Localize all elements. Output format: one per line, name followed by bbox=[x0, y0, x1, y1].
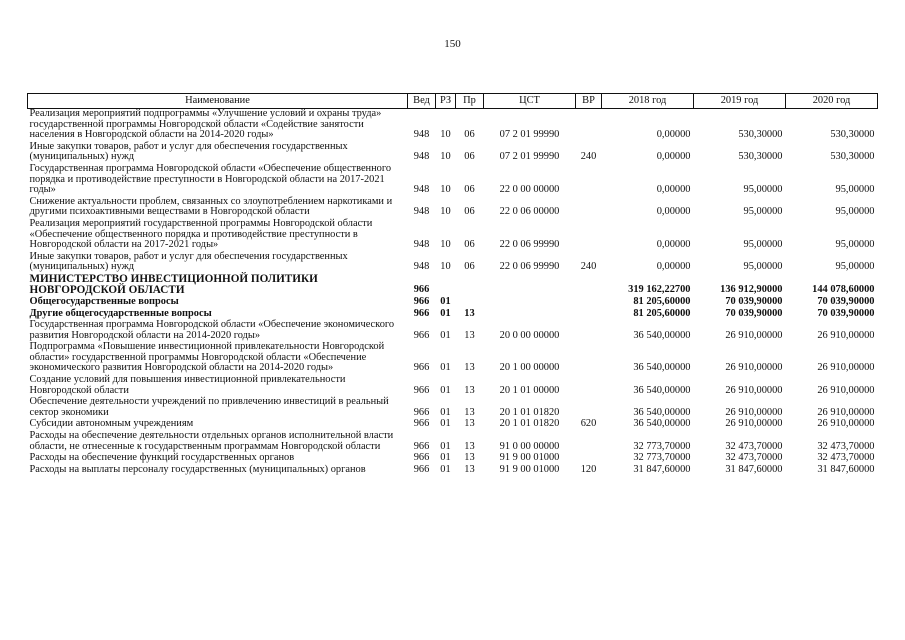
table-row bbox=[28, 219, 878, 252]
row-ved: 948 bbox=[413, 239, 430, 251]
row-cst: 22 0 00 00000 bbox=[499, 184, 560, 196]
row-ved: 948 bbox=[413, 151, 430, 163]
row-ved: 948 bbox=[413, 129, 430, 141]
row-vr: 620 bbox=[580, 418, 597, 430]
row-vr bbox=[576, 274, 602, 297]
row-vr bbox=[576, 431, 602, 453]
row-name: Снижение актуальности проблем, связанных со злоупотреблением наркотиками и другими психоактивными веществами в Новгородской области bbox=[29, 195, 393, 218]
row-cst: 22 0 06 00000 bbox=[499, 206, 560, 218]
row-pr: 13 bbox=[464, 463, 475, 475]
row-name: Расходы на выплаты персоналу государственных (муниципальных) органов bbox=[29, 463, 366, 475]
table-row bbox=[28, 109, 878, 142]
table-row bbox=[28, 465, 878, 477]
row-2019: 26 910,00000 bbox=[725, 329, 783, 341]
row-cst: 91 0 00 00000 bbox=[499, 440, 560, 452]
row-2018: 36 540,00000 bbox=[633, 418, 691, 430]
row-2019: 26 910,00000 bbox=[725, 362, 783, 374]
row-2020: 26 910,00000 bbox=[817, 418, 875, 430]
row-2020: 95,00000 bbox=[835, 184, 875, 196]
row-cst: 20 0 00 00000 bbox=[499, 329, 560, 341]
row-name: Государственная программа Новгородской области «Обеспечение общественного порядка и противодействие преступности в Новгородской области на 2017-2021 годы» bbox=[29, 162, 392, 196]
row-rz: 01 bbox=[440, 463, 451, 475]
row-cst: 20 1 01 01820 bbox=[499, 406, 560, 418]
row-rz: 01 bbox=[440, 362, 451, 374]
row-pr: 06 bbox=[464, 206, 475, 218]
row-cst: 07 2 01 99990 bbox=[499, 151, 560, 163]
row-pr bbox=[456, 297, 484, 309]
row-2019: 70 039,90000 bbox=[725, 307, 783, 319]
header-pr: Пр bbox=[456, 94, 484, 109]
row-2019: 32 473,70000 bbox=[725, 440, 783, 452]
row-2019: 26 910,00000 bbox=[725, 384, 783, 396]
header-2020: 2020 год bbox=[786, 94, 878, 109]
row-2018: 81 205,60000 bbox=[633, 295, 691, 307]
row-ved: 948 bbox=[413, 184, 430, 196]
table-row bbox=[28, 320, 878, 342]
row-rz: 01 bbox=[440, 440, 451, 452]
row-cst bbox=[484, 274, 576, 297]
row-vr bbox=[576, 164, 602, 197]
table-row bbox=[28, 164, 878, 197]
row-2018: 31 847,60000 bbox=[633, 463, 691, 475]
row-name: Реализация мероприятий подпрограммы «Улучшение условий и охраны труда» государственной программы Новгородской области «Содействие занятости населения в Новгородской области на 2014-2020 годы» bbox=[29, 108, 382, 141]
row-name: Расходы на обеспечение деятельности отдельных органов исполнительной власти области, не отнесенные к государственным программам Новгородской области bbox=[29, 430, 394, 452]
row-cst: 91 9 00 01000 bbox=[499, 463, 560, 475]
row-pr: 06 bbox=[464, 261, 475, 273]
row-cst bbox=[484, 297, 576, 309]
header-name: Наименование bbox=[28, 94, 408, 109]
row-2019: 26 910,00000 bbox=[725, 418, 783, 430]
row-name: Иные закупки товаров, работ и услуг для обеспечения государственных (муниципальных) нужд bbox=[29, 140, 348, 163]
row-ved: 948 bbox=[413, 206, 430, 218]
row-2020: 31 847,60000 bbox=[817, 463, 875, 475]
row-ved: 966 bbox=[413, 284, 430, 296]
row-vr bbox=[576, 219, 602, 252]
row-2018: 36 540,00000 bbox=[633, 329, 691, 341]
row-2020: 70 039,90000 bbox=[817, 295, 875, 307]
row-cst: 20 1 01 01820 bbox=[499, 418, 560, 430]
row-cst: 22 0 06 99990 bbox=[499, 261, 560, 273]
page-number: 150 bbox=[444, 38, 461, 50]
budget-table bbox=[27, 93, 878, 476]
row-name: Другие общегосударственные вопросы bbox=[29, 307, 212, 319]
row-2018: 0,00000 bbox=[656, 184, 691, 196]
row-rz: 01 bbox=[440, 329, 451, 341]
table-row bbox=[28, 342, 878, 375]
row-pr bbox=[456, 274, 484, 297]
row-2019: 95,00000 bbox=[743, 206, 783, 218]
row-pr: 13 bbox=[464, 307, 475, 319]
row-vr: 240 bbox=[580, 261, 597, 273]
row-2019: 530,30000 bbox=[738, 151, 783, 163]
row-vr bbox=[576, 397, 602, 419]
row-rz: 01 bbox=[440, 295, 451, 307]
row-2018: 32 773,70000 bbox=[633, 452, 691, 464]
row-name: Обеспечение деятельности учреждений по привлечению инвестиций в реальный сектор экономики bbox=[29, 396, 389, 418]
row-vr bbox=[576, 375, 602, 397]
row-name: Подпрограмма «Повышение инвестиционной привлекательности Новгородской области» государственной программы Новгородской области «Обеспечение экономического развития Новгородской области на 2014-2020 годы» bbox=[29, 341, 385, 374]
row-rz: 01 bbox=[440, 452, 451, 464]
row-2019: 26 910,00000 bbox=[725, 406, 783, 418]
row-ved: 966 bbox=[413, 307, 430, 319]
table-row bbox=[28, 431, 878, 453]
table-row bbox=[28, 142, 878, 164]
row-name: Субсидии автономным учреждениям bbox=[29, 418, 194, 430]
row-2020: 530,30000 bbox=[830, 151, 875, 163]
row-2020: 95,00000 bbox=[835, 261, 875, 273]
row-rz: 01 bbox=[440, 307, 451, 319]
row-2018: 81 205,60000 bbox=[633, 307, 691, 319]
row-pr: 13 bbox=[464, 440, 475, 452]
row-vr bbox=[576, 320, 602, 342]
row-pr: 13 bbox=[464, 329, 475, 341]
row-pr: 06 bbox=[464, 129, 475, 141]
row-2019: 32 473,70000 bbox=[725, 452, 783, 464]
row-rz bbox=[436, 274, 456, 297]
header-2018: 2018 год bbox=[602, 94, 694, 109]
row-2018: 36 540,00000 bbox=[633, 362, 691, 374]
row-2020: 70 039,90000 bbox=[817, 307, 875, 319]
row-rz: 10 bbox=[440, 239, 451, 251]
row-rz: 10 bbox=[440, 151, 451, 163]
row-2018: 36 540,00000 bbox=[633, 384, 691, 396]
table-row bbox=[28, 375, 878, 397]
header-cst: ЦСТ bbox=[484, 94, 576, 109]
row-cst: 22 0 06 99990 bbox=[499, 239, 560, 251]
row-2020: 530,30000 bbox=[830, 129, 875, 141]
row-rz: 10 bbox=[440, 206, 451, 218]
row-cst: 91 9 00 01000 bbox=[499, 452, 560, 464]
row-ved: 948 bbox=[413, 261, 430, 273]
row-name: Расходы на обеспечение функций государственных органов bbox=[29, 452, 295, 464]
table-row bbox=[28, 397, 878, 419]
row-rz: 01 bbox=[440, 418, 451, 430]
row-vr bbox=[576, 309, 602, 321]
row-ved: 966 bbox=[413, 329, 430, 341]
row-ved: 966 bbox=[413, 418, 430, 430]
row-2018: 0,00000 bbox=[656, 151, 691, 163]
header-2019: 2019 год bbox=[694, 94, 786, 109]
row-2019: 136 912,90000 bbox=[720, 284, 783, 296]
row-2020: 32 473,70000 bbox=[817, 440, 875, 452]
row-2020: 26 910,00000 bbox=[817, 329, 875, 341]
row-vr bbox=[576, 342, 602, 375]
row-2019: 31 847,60000 bbox=[725, 463, 783, 475]
row-pr: 13 bbox=[464, 384, 475, 396]
row-ved: 966 bbox=[413, 362, 430, 374]
table-row bbox=[28, 197, 878, 219]
row-pr: 13 bbox=[464, 406, 475, 418]
table-row bbox=[28, 252, 878, 274]
row-ved: 966 bbox=[413, 452, 430, 464]
row-pr: 13 bbox=[464, 452, 475, 464]
row-pr: 06 bbox=[464, 184, 475, 196]
row-cst: 20 1 01 00000 bbox=[499, 384, 560, 396]
row-vr bbox=[576, 197, 602, 219]
row-name: Создание условий для повышения инвестиционной привлекательности Новгородской области bbox=[29, 374, 346, 396]
header-rz: РЗ bbox=[436, 94, 456, 109]
row-name: Иные закупки товаров, работ и услуг для обеспечения государственных (муниципальных) нужд bbox=[29, 250, 348, 273]
row-rz: 10 bbox=[440, 261, 451, 273]
row-name: Государственная программа Новгородской области «Обеспечение экономического развития Новгородской области на 2014-2020 годы» bbox=[29, 319, 395, 341]
row-rz: 01 bbox=[440, 384, 451, 396]
row-2018: 0,00000 bbox=[656, 206, 691, 218]
row-2019: 530,30000 bbox=[738, 129, 783, 141]
row-cst: 20 1 00 00000 bbox=[499, 362, 560, 374]
row-rz: 10 bbox=[440, 129, 451, 141]
header-ved: Вед bbox=[408, 94, 436, 109]
row-rz: 10 bbox=[440, 184, 451, 196]
table-header-row bbox=[28, 94, 878, 109]
row-2020: 144 078,60000 bbox=[812, 284, 875, 296]
row-name: Общегосударственные вопросы bbox=[29, 295, 179, 307]
row-2020: 95,00000 bbox=[835, 239, 875, 251]
row-name: МИНИСТЕРСТВО ИНВЕСТИЦИОННОЙ ПОЛИТИКИ НОВГОРОДСКОЙ ОБЛАСТИ bbox=[29, 272, 318, 296]
row-2020: 32 473,70000 bbox=[817, 452, 875, 464]
row-2018: 319 162,22700 bbox=[628, 284, 691, 296]
row-2018: 0,00000 bbox=[656, 239, 691, 251]
row-vr bbox=[576, 297, 602, 309]
row-ved: 966 bbox=[413, 406, 430, 418]
row-2020: 26 910,00000 bbox=[817, 406, 875, 418]
row-rz: 01 bbox=[440, 406, 451, 418]
row-pr: 06 bbox=[464, 239, 475, 251]
row-2020: 26 910,00000 bbox=[817, 362, 875, 374]
row-2019: 95,00000 bbox=[743, 239, 783, 251]
row-ved: 966 bbox=[413, 295, 430, 307]
row-2019: 95,00000 bbox=[743, 261, 783, 273]
row-2019: 70 039,90000 bbox=[725, 295, 783, 307]
row-2018: 32 773,70000 bbox=[633, 440, 691, 452]
row-name: Реализация мероприятий государственной программы Новгородской области «Обеспечение общественного порядка и противодействие преступности в Новгородской области на 2017-2021 годы» bbox=[29, 217, 373, 251]
row-cst: 07 2 01 99990 bbox=[499, 129, 560, 141]
row-vr: 240 bbox=[580, 151, 597, 163]
table-row bbox=[28, 297, 878, 309]
row-2018: 36 540,00000 bbox=[633, 406, 691, 418]
row-ved: 966 bbox=[413, 440, 430, 452]
row-2020: 26 910,00000 bbox=[817, 384, 875, 396]
row-pr: 06 bbox=[464, 151, 475, 163]
row-2018: 0,00000 bbox=[656, 261, 691, 273]
row-pr: 13 bbox=[464, 362, 475, 374]
row-2019: 95,00000 bbox=[743, 184, 783, 196]
row-vr: 120 bbox=[580, 463, 597, 475]
row-2020: 95,00000 bbox=[835, 206, 875, 218]
table-row bbox=[28, 274, 878, 297]
row-2018: 0,00000 bbox=[656, 129, 691, 141]
row-ved: 966 bbox=[413, 463, 430, 475]
row-pr: 13 bbox=[464, 418, 475, 430]
row-vr bbox=[576, 109, 602, 142]
header-vr: ВР bbox=[576, 94, 602, 109]
row-ved: 966 bbox=[413, 384, 430, 396]
row-cst bbox=[484, 309, 576, 321]
